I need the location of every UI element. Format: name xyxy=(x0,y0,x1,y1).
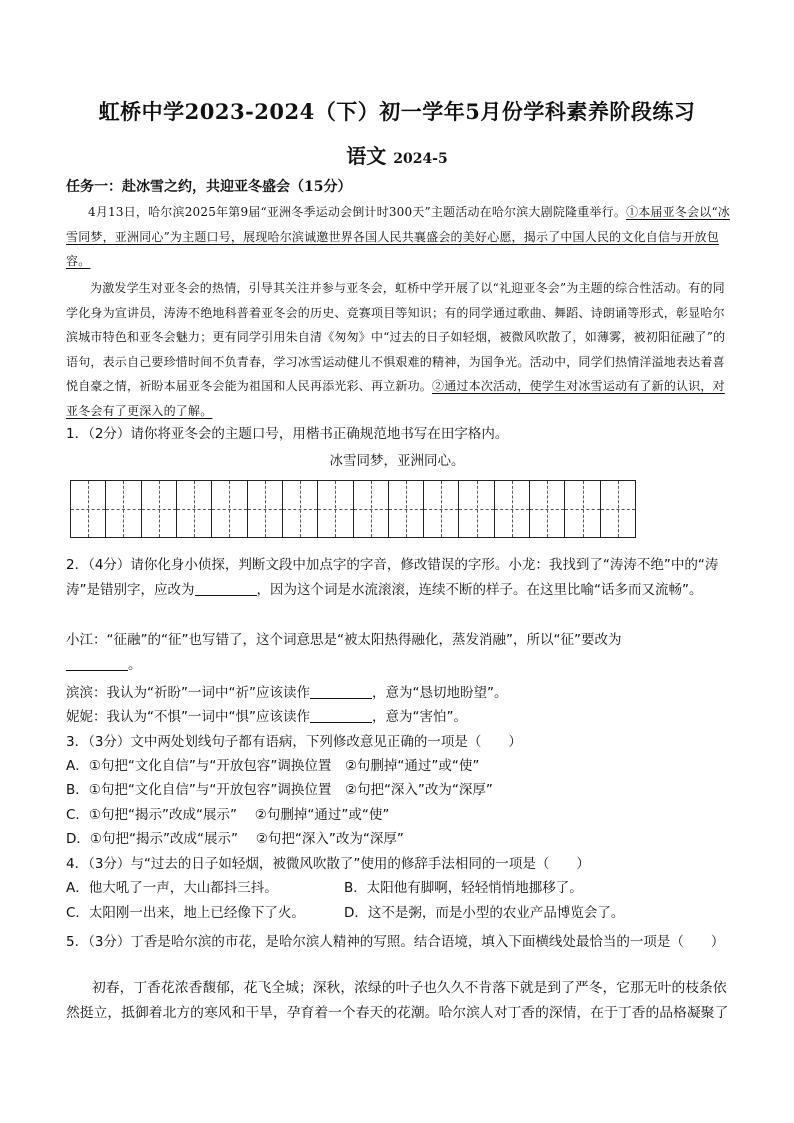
underlined-sentence-1: ①本届亚冬会以“冰雪同梦，亚洲同心”为主题口号，展现哈尔滨诚邀世界各国人民共襄盛会的美好心愿，揭示了中国人民的文化自信与开放包容。 xyxy=(66,205,730,269)
question-3-option-b[interactable]: B．①句把“文化自信”与“开放包容”调换位置 ②句把“深入”改为“深厚” xyxy=(66,782,493,798)
q2-line2-end: 。 xyxy=(128,656,142,673)
grid-cell[interactable] xyxy=(530,481,565,537)
question-3-option-c[interactable]: C．①句把“揭示”改成“展示” ②句删掉“通过”或“使” xyxy=(66,807,390,823)
q2-line1-end: ，因为这个词是水流滚滚，连续不断的样子。在这里比喻“话多而又流畅”。 xyxy=(256,581,703,598)
grid-cell[interactable] xyxy=(71,481,106,537)
task1-heading: 任务一：赴冰雪之约，共迎亚冬盛会（15分） xyxy=(66,179,352,195)
question-4-option-d[interactable]: D．这不是粥，而是小型的农业产品博览会了。 xyxy=(344,905,625,921)
q2-line3-end: ，意为“恳切地盼望”。 xyxy=(371,685,508,701)
grid-cell[interactable] xyxy=(424,481,459,537)
grid-cell[interactable] xyxy=(248,481,283,537)
passage-paragraph-2 xyxy=(66,276,730,424)
question-2-line-1 xyxy=(66,553,736,602)
grid-cell[interactable] xyxy=(212,481,247,537)
answer-blank-3[interactable] xyxy=(310,684,372,699)
grid-cell[interactable] xyxy=(495,481,530,537)
question-4-stem: 4．（3分）与“过去的日子如轻烟，被微风吹散了”使用的修辞手法相同的一项是（ ） xyxy=(66,856,590,872)
question-1-slogan: 冰雪同梦，亚洲同心。 xyxy=(329,453,465,469)
question-4-options-row-2 xyxy=(66,901,736,926)
answer-blank-2[interactable] xyxy=(66,656,128,671)
q2-line3-text: 滨滨：我认为“祈盼”一词中“祈”应该读作 xyxy=(66,685,310,701)
question-2-line-4 xyxy=(66,705,736,730)
grid-cell[interactable] xyxy=(106,481,141,537)
grid-cell[interactable] xyxy=(459,481,494,537)
grid-cell[interactable] xyxy=(142,481,177,537)
question-3-stem: 3．（3分）文中两处划线句子都有语病，下列修改意见正确的一项是（ ） xyxy=(66,734,522,750)
subject-label: 语文 xyxy=(346,144,387,168)
question-1-stem: 1．（2分）请你将亚冬会的主题口号，用楷书正确规范地书写在田字格内。 xyxy=(66,426,509,442)
grid-cell[interactable] xyxy=(177,481,212,537)
answer-blank-1[interactable] xyxy=(195,581,257,596)
q2-line1-text: 2．（4分）请你化身小侦探，判断文段中加点字的字音，修改错误的字形。小龙：我找到了“涛涛不绝”中的“涛涛”是错别字，应改为 xyxy=(66,557,719,598)
grid-cell[interactable] xyxy=(318,481,353,537)
passage-p1-text: 4月13日，哈尔滨2025年第9届“亚洲冬季运动会倒计时300天”主题活动在哈尔滨大剧院隆重举行。 xyxy=(88,205,627,219)
question-3-option-a[interactable]: A．①句把“文化自信”与“开放包容”调换位置 ②句删掉“通过”或“使” xyxy=(66,758,480,774)
answer-blank-4[interactable] xyxy=(310,708,372,723)
question-2-line-3 xyxy=(66,681,736,706)
grid-cell[interactable] xyxy=(389,481,424,537)
grid-cell[interactable] xyxy=(354,481,389,537)
q2-line4-end: ，意为“害怕”。 xyxy=(371,709,467,725)
passage-paragraph-1 xyxy=(66,200,730,274)
grid-cell[interactable] xyxy=(565,481,600,537)
grid-cell[interactable] xyxy=(601,481,635,537)
question-5-paragraph: 初春，丁香花浓香馥郁，花飞全城；深秋，浓绿的叶子也久久不肯落下就是到了严冬，它那无叶的枝条依然挺立，抵御着北方的寒风和干旱，孕育着一个春天的花潮。哈尔滨人对丁香的深情，在于丁香的品格凝聚了 xyxy=(66,980,729,1021)
grid-cell[interactable] xyxy=(283,481,318,537)
question-5-stem: 5．（3分）丁香是哈尔滨的市花，是哈尔滨人精神的写照。结合语境，填入下面横线处最恰当的一项是（ ） xyxy=(66,934,725,950)
question-2-line-2 xyxy=(66,628,736,677)
question-4-option-b[interactable]: B．太阳他有脚啊，轻轻悄悄地挪移了。 xyxy=(344,880,583,896)
q2-line4-text: 妮妮：我认为“不惧”一词中“惧”应该读作 xyxy=(66,709,310,725)
question-4-option-c[interactable]: C．太阳刚一出来，地上已经像下了火。 xyxy=(66,905,305,921)
exam-date: 2024-5 xyxy=(393,151,448,167)
passage-p2-text: 为激发学生对亚冬会的热情，引导其关注并参与亚冬会，虹桥中学开展了以“礼迎亚冬会”为主题的综合性活动。有的同学化身为宣讲员，涛涛不绝地科普着亚冬会的历史、竞赛项目等知识；有的同学通过歌曲、舞蹈、诗朗诵等形式，彰显哈尔滨城市特色和亚冬会魅力；更有同学引用朱自清《匆匆》中“过去的日子如轻烟，被微风吹散了，如薄雾，被初阳征融了”的语句，表示自己要珍惜时间不负青春，学习冰雪运动健儿不惧艰难的精神，为国争光。活动中，同学们热情洋溢地表达着喜悦自豪之情，祈盼本届亚冬会能为祖国和人民再添光彩、再立新功。 xyxy=(66,281,726,394)
q2-line2-text: 小江：“征融”的“征”也写错了，这个词意思是“被太阳热得融化，蒸发消融”，所以“征”要改为 xyxy=(66,632,622,648)
question-4-options-row-1 xyxy=(66,876,736,901)
question-3-option-d[interactable]: D．①句把“揭示”改成“展示” ②句把“深入”改为“深厚” xyxy=(66,831,404,847)
exam-subtitle xyxy=(0,140,794,169)
tianzige-writing-grid[interactable] xyxy=(70,480,636,538)
exam-title: 虹桥中学2023-2024（下）初一学年5月份学科素养阶段练习 xyxy=(98,99,696,124)
underlined-sentence-2: ②通过本次活动，使学生对冰雪运动有了新的认识，对亚冬会有了更深入的了解。 xyxy=(66,379,725,418)
question-4-option-a[interactable]: A．他大吼了一声，大山都抖三抖。 xyxy=(66,880,278,896)
